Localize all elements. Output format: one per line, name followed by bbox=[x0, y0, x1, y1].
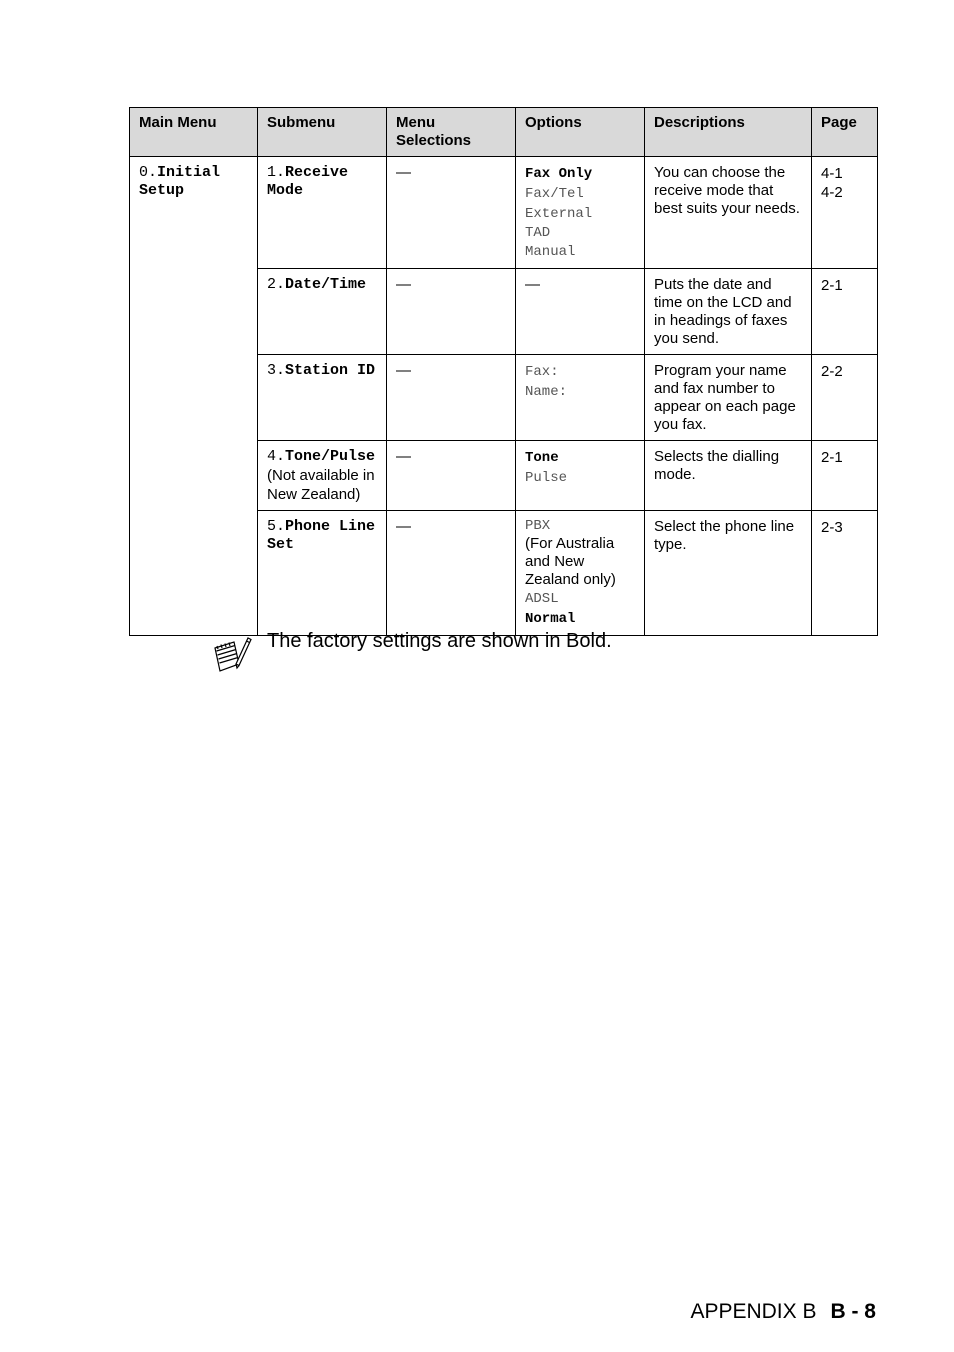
option-item: PBX bbox=[525, 518, 551, 534]
footer-section: APPENDIX B bbox=[690, 1300, 817, 1323]
submenu-cell bbox=[258, 511, 387, 636]
page-ref: 2-2 bbox=[821, 363, 843, 380]
header-menu-selections-line2: Selections bbox=[396, 132, 472, 149]
header-menu-selections-line1: Menu bbox=[396, 114, 436, 131]
option-item: External bbox=[525, 206, 593, 222]
page-cell bbox=[812, 355, 878, 441]
header-descriptions: Descriptions bbox=[645, 108, 812, 157]
page-ref: 2-1 bbox=[821, 449, 843, 466]
submenu-prefix: 2. bbox=[267, 276, 286, 293]
option-item: TAD bbox=[525, 225, 551, 241]
header-menu-selections bbox=[387, 108, 516, 157]
selection-cell: — bbox=[387, 269, 516, 355]
submenu-name-line1: Tone/Pulse bbox=[285, 448, 376, 465]
submenu-cell bbox=[258, 269, 387, 355]
submenu-note: (Not available in New Zealand) bbox=[267, 467, 375, 503]
table-header-row bbox=[130, 108, 878, 157]
options-cell bbox=[516, 441, 645, 511]
option-item: Pulse bbox=[525, 470, 568, 486]
options-cell bbox=[516, 511, 645, 636]
options-cell bbox=[516, 157, 645, 269]
submenu-cell bbox=[258, 157, 387, 269]
option-item: Manual bbox=[525, 244, 576, 260]
description-cell: You can choose the receive mode that best suits your needs. bbox=[645, 157, 812, 269]
submenu-name-line2: Mode bbox=[267, 182, 304, 199]
description-cell: Select the phone line type. bbox=[645, 511, 812, 636]
submenu-prefix: 3. bbox=[267, 362, 286, 379]
selection-cell: — bbox=[387, 157, 516, 269]
submenu-prefix: 4. bbox=[267, 448, 286, 465]
submenu-prefix: 5. bbox=[267, 518, 286, 535]
page-cell bbox=[812, 511, 878, 636]
option-item: Fax Only bbox=[525, 166, 593, 182]
option-item: ADSL bbox=[525, 591, 559, 607]
main-menu-name-line2: Setup bbox=[139, 182, 185, 199]
selection-cell: — bbox=[387, 355, 516, 441]
page-footer bbox=[690, 1300, 876, 1324]
note bbox=[212, 630, 732, 674]
header-submenu: Submenu bbox=[258, 108, 387, 157]
option-item: Name: bbox=[525, 384, 568, 400]
options-cell: — bbox=[516, 269, 645, 355]
header-options: Options bbox=[516, 108, 645, 157]
main-menu-name-line1: Initial bbox=[157, 164, 221, 181]
page-ref: 2-3 bbox=[821, 519, 843, 536]
submenu-cell bbox=[258, 355, 387, 441]
page-ref: 4-2 bbox=[821, 184, 843, 201]
submenu-name-line1: Station ID bbox=[285, 362, 376, 379]
description-cell: Puts the date and time on the LCD and in headings of faxes you send. bbox=[645, 269, 812, 355]
description-cell: Program your name and fax number to appear on each page you fax. bbox=[645, 355, 812, 441]
description-cell: Selects the dialling mode. bbox=[645, 441, 812, 511]
option-item: Tone bbox=[525, 450, 559, 466]
notepad-pencil-icon bbox=[212, 634, 252, 674]
selection-cell: — bbox=[387, 441, 516, 511]
submenu-name-line2: Set bbox=[267, 536, 295, 553]
footer-page-number: B - 8 bbox=[830, 1300, 876, 1323]
page-cell bbox=[812, 157, 878, 269]
submenu-cell bbox=[258, 441, 387, 511]
submenu-prefix: 1. bbox=[267, 164, 286, 181]
note-text: The factory settings are shown in Bold. bbox=[267, 630, 612, 652]
header-page: Page bbox=[812, 108, 878, 157]
page-ref: 4-1 bbox=[821, 165, 843, 182]
main-menu-cell bbox=[130, 157, 258, 636]
selection-cell: — bbox=[387, 511, 516, 636]
header-main-menu: Main Menu bbox=[130, 108, 258, 157]
submenu-name-line1: Receive bbox=[285, 164, 349, 181]
option-item: Fax/Tel bbox=[525, 186, 584, 202]
submenu-name-line1: Date/Time bbox=[285, 276, 367, 293]
page-cell bbox=[812, 441, 878, 511]
table-row bbox=[130, 157, 878, 269]
option-note: (For Australia and New Zealand only) bbox=[525, 535, 616, 588]
main-menu-prefix: 0. bbox=[139, 164, 158, 181]
options-cell bbox=[516, 355, 645, 441]
page-cell bbox=[812, 269, 878, 355]
menu-table bbox=[129, 107, 878, 636]
option-item: Fax: bbox=[525, 364, 559, 380]
option-item: Normal bbox=[525, 611, 576, 627]
submenu-name-line1: Phone Line bbox=[285, 518, 376, 535]
page-ref: 2-1 bbox=[821, 277, 843, 294]
